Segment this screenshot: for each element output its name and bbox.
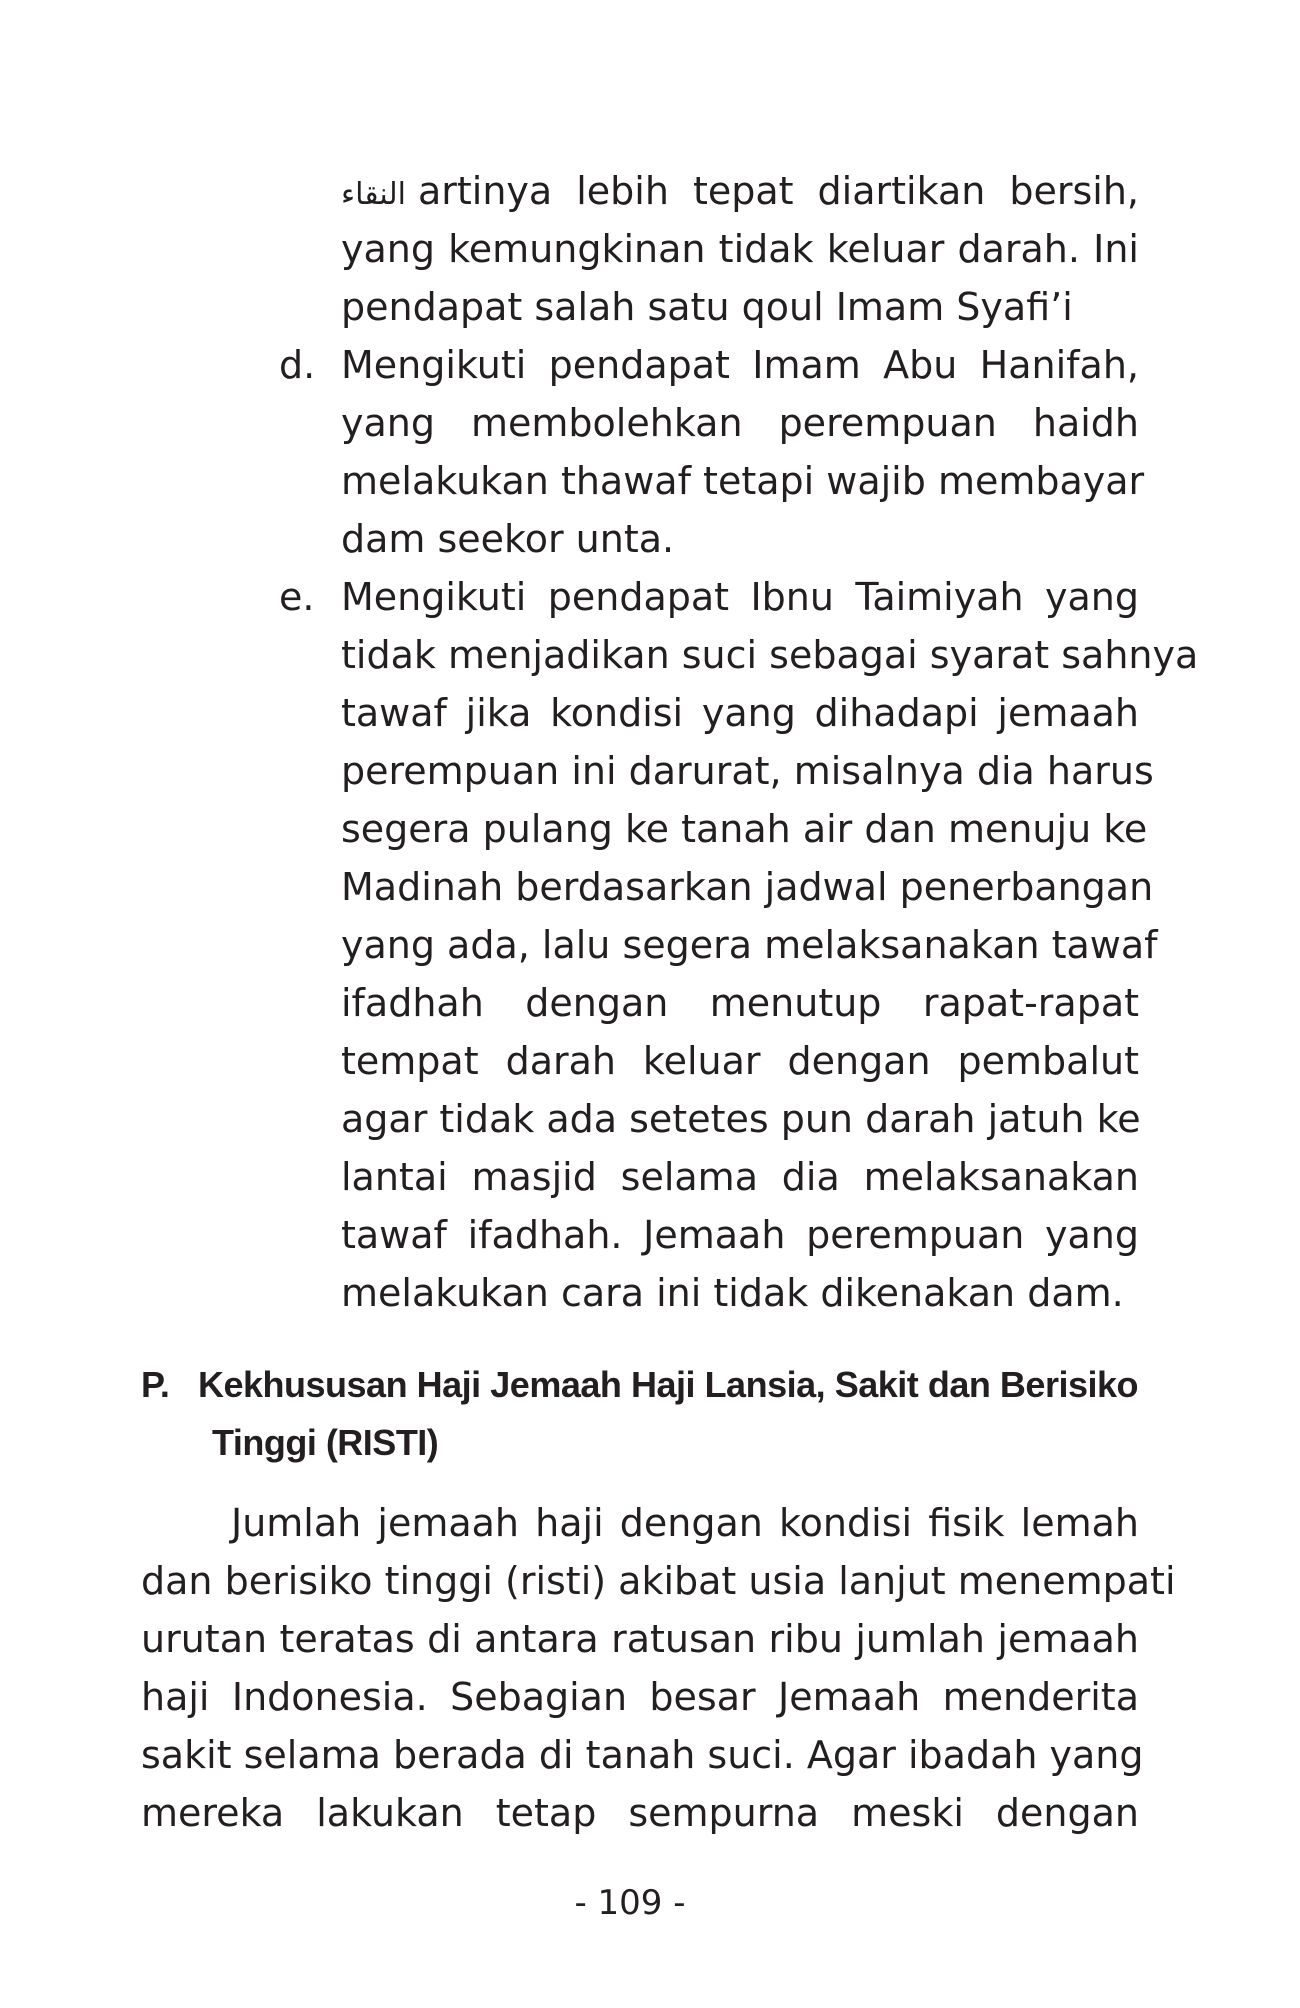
paragraph-line-1: Jumlah jemaah haji dengan kondisi fisik lemah	[231, 1501, 1139, 1545]
paragraph-line-2: dan berisiko tinggi (risti) akibat usia lanjut menempati	[141, 1559, 1176, 1603]
section-p-title-line-2: Tinggi (RISTI)	[212, 1422, 439, 1463]
item-d-line-4: dam seekor unta.	[341, 517, 675, 561]
item-e-line-3: tawaf jika kondisi yang dihadapi jemaah	[341, 691, 1139, 735]
item-e-line-10: agar tidak ada setetes pun darah jatuh ke	[341, 1097, 1141, 1141]
item-e-line-13: melakukan cara ini tidak dikenakan dam.	[341, 1271, 1124, 1315]
item-d-line-3: melakukan thawaf tetapi wajib membayar	[341, 459, 1145, 503]
paragraph-line-5: sakit selama berada di tanah suci. Agar ibadah yang	[141, 1733, 1144, 1777]
item-e-marker: e.	[279, 575, 315, 619]
item-d-line-2: yang membolehkan perempuan haidh	[341, 401, 1139, 445]
item-e-line-8: ifadhah dengan menutup rapat-rapat	[341, 981, 1139, 1025]
item-c-line-1	[341, 168, 1139, 218]
paragraph-line-6: mereka lakukan tetap sempurna meski dengan	[141, 1791, 1139, 1835]
item-c-line-3: pendapat salah satu qoul Imam Syafi’i	[341, 285, 1073, 329]
section-p-title-line-1: Kekhususan Haji Jemaah Haji Lansia, Sakit dan Berisiko	[198, 1364, 1138, 1405]
item-e-line-2: tidak menjadikan suci sebagai syarat sahnya	[341, 633, 1199, 677]
item-e-line-6: Madinah berdasarkan jadwal penerbangan	[341, 865, 1154, 909]
paragraph-line-3: urutan teratas di antara ratusan ribu jumlah jemaah	[141, 1617, 1139, 1661]
section-p-marker: P.	[141, 1364, 170, 1405]
item-e-line-12: tawaf ifadhah. Jemaah perempuan yang	[341, 1213, 1139, 1257]
item-e-line-7: yang ada, lalu segera melaksanakan tawaf	[341, 923, 1158, 967]
item-c-line-2: yang kemungkinan tidak keluar darah. Ini	[341, 227, 1139, 271]
item-e-line-11: lantai masjid selama dia melaksanakan	[341, 1155, 1139, 1199]
item-d-marker: d.	[279, 343, 316, 387]
item-d-line-1: Mengikuti pendapat Imam Abu Hanifah,	[341, 343, 1139, 387]
item-e-line-1: Mengikuti pendapat Ibnu Taimiyah yang	[341, 575, 1139, 619]
item-e-line-5: segera pulang ke tanah air dan menuju ke	[341, 807, 1148, 851]
item-e-line-4: perempuan ini darurat, misalnya dia harus	[341, 749, 1154, 793]
page-number: - 109 -	[574, 1883, 686, 1923]
item-e-line-9: tempat darah keluar dengan pembalut	[341, 1039, 1139, 1083]
paragraph-line-4: haji Indonesia. Sebagian besar Jemaah menderita	[141, 1675, 1139, 1719]
arabic-term: النقاء	[341, 177, 406, 212]
item-c-line-1-text: artinya lebih tepat diartikan bersih,	[417, 169, 1139, 213]
